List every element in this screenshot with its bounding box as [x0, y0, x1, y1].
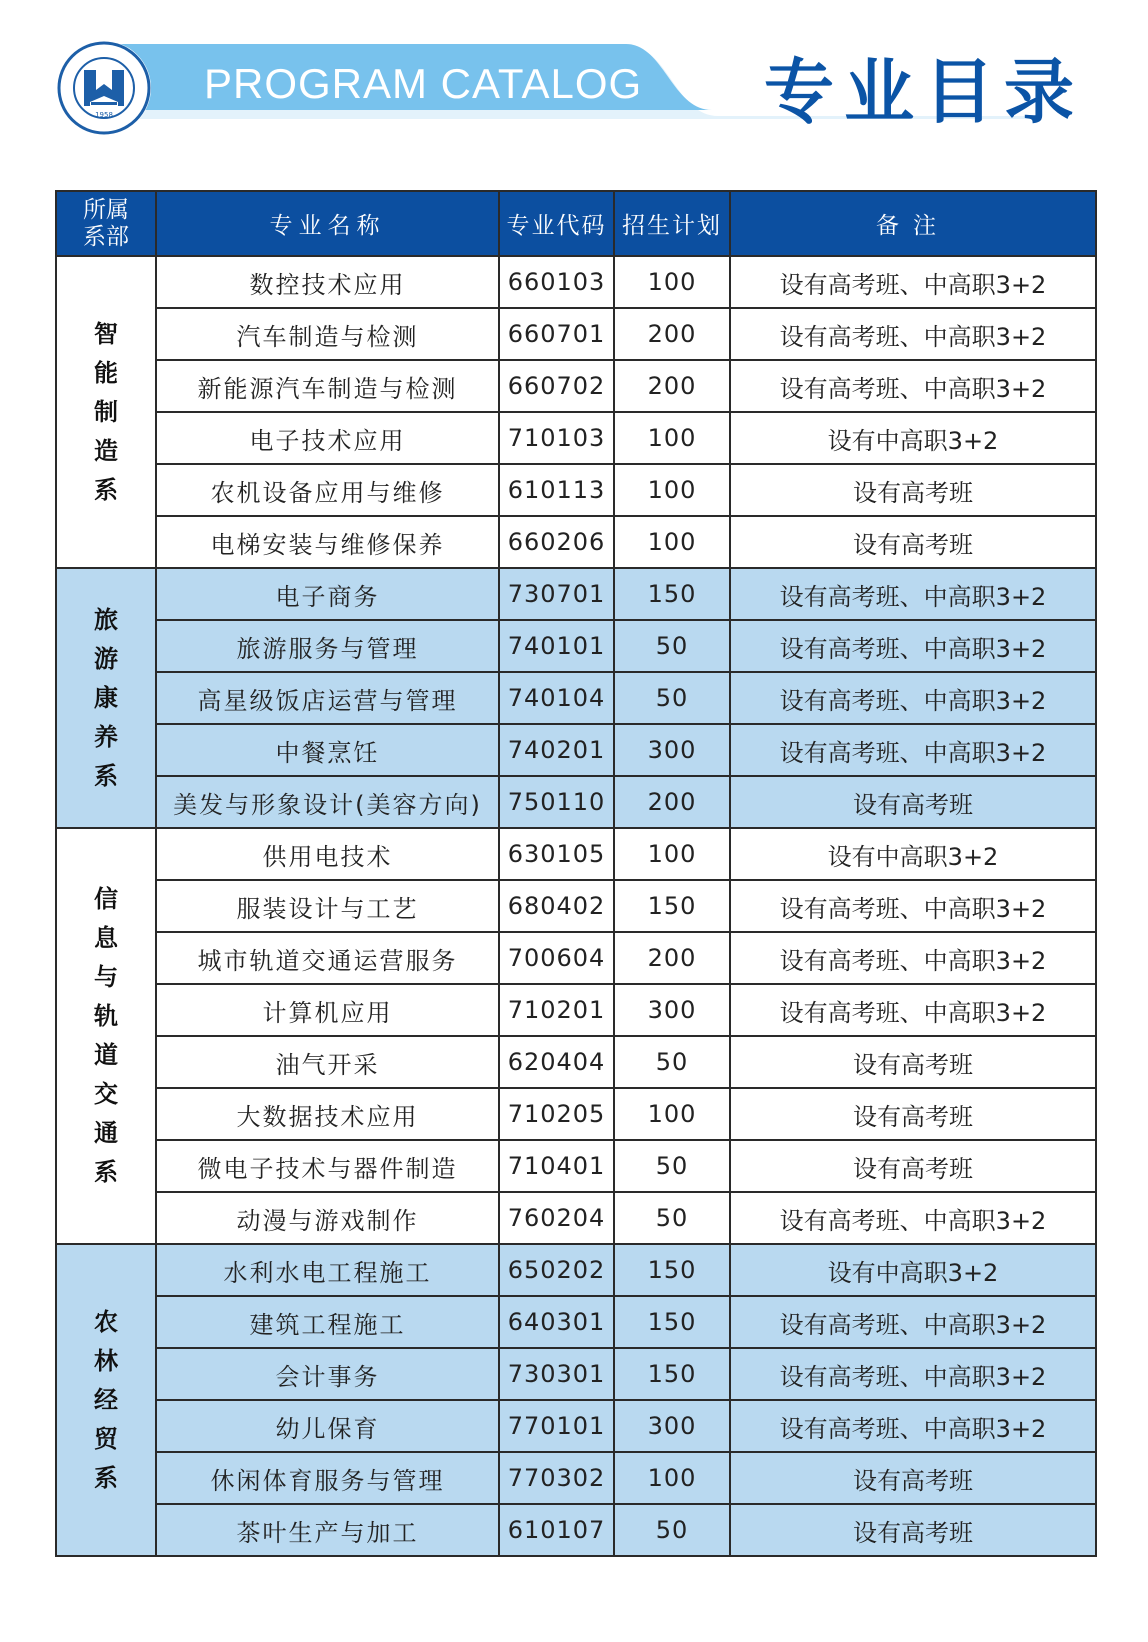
remark-cell: 设有中高职3+2 — [730, 412, 1096, 464]
table-row — [56, 1244, 1096, 1296]
remark-cell: 设有高考班、中高职3+2 — [730, 256, 1096, 308]
enrollment-plan-cell: 150 — [614, 880, 730, 932]
program-code-cell: 700604 — [499, 932, 614, 984]
table-row — [56, 828, 1096, 880]
program-code-cell: 640301 — [499, 1296, 614, 1348]
header-plan: 招生计划 — [614, 191, 730, 256]
table-row — [56, 1036, 1096, 1088]
program-name-cell: 幼儿保育 — [156, 1400, 499, 1452]
remark-cell: 设有高考班、中高职3+2 — [730, 1192, 1096, 1244]
enrollment-plan-cell: 150 — [614, 1348, 730, 1400]
remark-cell: 设有高考班、中高职3+2 — [730, 880, 1096, 932]
program-code-cell: 660701 — [499, 308, 614, 360]
remark-cell: 设有高考班、中高职3+2 — [730, 1296, 1096, 1348]
enrollment-plan-cell: 300 — [614, 1400, 730, 1452]
enrollment-plan-cell: 100 — [614, 256, 730, 308]
table-row — [56, 932, 1096, 984]
remark-cell: 设有高考班 — [730, 1088, 1096, 1140]
program-name-cell: 会计事务 — [156, 1348, 499, 1400]
remark-cell: 设有高考班、中高职3+2 — [730, 672, 1096, 724]
enrollment-plan-cell: 100 — [614, 412, 730, 464]
program-name-cell: 农机设备应用与维修 — [156, 464, 499, 516]
table-row — [56, 1504, 1096, 1556]
enrollment-plan-cell: 100 — [614, 1088, 730, 1140]
table-row — [56, 464, 1096, 516]
program-name-cell: 计算机应用 — [156, 984, 499, 1036]
program-code-cell: 650202 — [499, 1244, 614, 1296]
enrollment-plan-cell: 300 — [614, 724, 730, 776]
dept-cell — [56, 828, 156, 1244]
program-name-cell: 新能源汽车制造与检测 — [156, 360, 499, 412]
program-code-cell: 710201 — [499, 984, 614, 1036]
table-row — [56, 672, 1096, 724]
dept-cell — [56, 1244, 156, 1556]
program-name-cell: 高星级饭店运营与管理 — [156, 672, 499, 724]
dept-label: 农林经贸系 — [94, 1307, 118, 1492]
program-name-cell: 动漫与游戏制作 — [156, 1192, 499, 1244]
header-dept: 所属系部 — [56, 191, 156, 256]
table-row — [56, 984, 1096, 1036]
table-row — [56, 568, 1096, 620]
program-code-cell: 770101 — [499, 1400, 614, 1452]
table-row — [56, 1400, 1096, 1452]
program-name-cell: 供用电技术 — [156, 828, 499, 880]
header-note: 备注 — [730, 191, 1096, 256]
remark-cell: 设有中高职3+2 — [730, 1244, 1096, 1296]
remark-cell: 设有高考班 — [730, 1504, 1096, 1556]
table-row — [56, 1452, 1096, 1504]
enrollment-plan-cell: 50 — [614, 1140, 730, 1192]
page-header — [0, 0, 1148, 150]
page-title: 专业目录 — [764, 51, 1084, 133]
program-name-cell: 中餐烹饪 — [156, 724, 499, 776]
program-code-cell: 710205 — [499, 1088, 614, 1140]
enrollment-plan-cell: 150 — [614, 568, 730, 620]
table-row — [56, 516, 1096, 568]
program-table — [55, 190, 1097, 1557]
dept-cell — [56, 568, 156, 828]
program-code-cell: 770302 — [499, 1452, 614, 1504]
program-code-cell: 610113 — [499, 464, 614, 516]
table-row — [56, 724, 1096, 776]
table-header-row — [56, 191, 1096, 256]
remark-cell: 设有高考班、中高职3+2 — [730, 308, 1096, 360]
dept-cell — [56, 256, 156, 568]
table-row — [56, 308, 1096, 360]
program-name-cell: 城市轨道交通运营服务 — [156, 932, 499, 984]
program-name-cell: 休闲体育服务与管理 — [156, 1452, 499, 1504]
header-name: 专业名称 — [156, 191, 499, 256]
table-row — [56, 1192, 1096, 1244]
enrollment-plan-cell: 300 — [614, 984, 730, 1036]
banner-title: PROGRAM CATALOG — [204, 60, 643, 107]
remark-cell: 设有高考班、中高职3+2 — [730, 1400, 1096, 1452]
program-name-cell: 油气开采 — [156, 1036, 499, 1088]
header-code: 专业代码 — [499, 191, 614, 256]
table-row — [56, 1140, 1096, 1192]
enrollment-plan-cell: 50 — [614, 620, 730, 672]
program-code-cell: 660702 — [499, 360, 614, 412]
program-name-cell: 旅游服务与管理 — [156, 620, 499, 672]
remark-cell: 设有中高职3+2 — [730, 828, 1096, 880]
program-name-cell: 服装设计与工艺 — [156, 880, 499, 932]
program-code-cell: 740201 — [499, 724, 614, 776]
table-row — [56, 620, 1096, 672]
program-code-cell: 730701 — [499, 568, 614, 620]
enrollment-plan-cell: 100 — [614, 1452, 730, 1504]
remark-cell: 设有高考班 — [730, 776, 1096, 828]
enrollment-plan-cell: 50 — [614, 672, 730, 724]
program-name-cell: 电子商务 — [156, 568, 499, 620]
program-code-cell: 620404 — [499, 1036, 614, 1088]
program-code-cell: 660206 — [499, 516, 614, 568]
remark-cell: 设有高考班、中高职3+2 — [730, 620, 1096, 672]
remark-cell: 设有高考班 — [730, 516, 1096, 568]
remark-cell: 设有高考班 — [730, 464, 1096, 516]
program-code-cell: 680402 — [499, 880, 614, 932]
table-row — [56, 360, 1096, 412]
program-code-cell: 740101 — [499, 620, 614, 672]
school-emblem-icon — [56, 40, 152, 136]
program-name-cell: 数控技术应用 — [156, 256, 499, 308]
program-code-cell: 630105 — [499, 828, 614, 880]
program-name-cell: 水利水电工程施工 — [156, 1244, 499, 1296]
program-name-cell: 茶叶生产与加工 — [156, 1504, 499, 1556]
table-row — [56, 1088, 1096, 1140]
program-name-cell: 美发与形象设计(美容方向) — [156, 776, 499, 828]
program-code-cell: 730301 — [499, 1348, 614, 1400]
table-row — [56, 412, 1096, 464]
enrollment-plan-cell: 200 — [614, 776, 730, 828]
enrollment-plan-cell: 50 — [614, 1036, 730, 1088]
program-name-cell: 建筑工程施工 — [156, 1296, 499, 1348]
enrollment-plan-cell: 200 — [614, 932, 730, 984]
enrollment-plan-cell: 100 — [614, 516, 730, 568]
program-name-cell: 电子技术应用 — [156, 412, 499, 464]
enrollment-plan-cell: 100 — [614, 464, 730, 516]
program-code-cell: 750110 — [499, 776, 614, 828]
remark-cell: 设有高考班、中高职3+2 — [730, 360, 1096, 412]
remark-cell: 设有高考班、中高职3+2 — [730, 1348, 1096, 1400]
remark-cell: 设有高考班 — [730, 1140, 1096, 1192]
table-row — [56, 1348, 1096, 1400]
program-code-cell: 740104 — [499, 672, 614, 724]
remark-cell: 设有高考班、中高职3+2 — [730, 984, 1096, 1036]
program-name-cell: 汽车制造与检测 — [156, 308, 499, 360]
remark-cell: 设有高考班 — [730, 1452, 1096, 1504]
remark-cell: 设有高考班、中高职3+2 — [730, 932, 1096, 984]
program-code-cell: 660103 — [499, 256, 614, 308]
table-row — [56, 776, 1096, 828]
enrollment-plan-cell: 150 — [614, 1296, 730, 1348]
dept-label: 旅游康养系 — [94, 605, 118, 790]
table-row — [56, 256, 1096, 308]
remark-cell: 设有高考班、中高职3+2 — [730, 724, 1096, 776]
program-code-cell: 610107 — [499, 1504, 614, 1556]
remark-cell: 设有高考班 — [730, 1036, 1096, 1088]
program-name-cell: 微电子技术与器件制造 — [156, 1140, 499, 1192]
enrollment-plan-cell: 200 — [614, 360, 730, 412]
program-code-cell: 710401 — [499, 1140, 614, 1192]
enrollment-plan-cell: 100 — [614, 828, 730, 880]
dept-label: 信息与轨道交通系 — [94, 885, 118, 1186]
dept-label: 智能制造系 — [94, 319, 118, 504]
program-name-cell: 大数据技术应用 — [156, 1088, 499, 1140]
remark-cell: 设有高考班、中高职3+2 — [730, 568, 1096, 620]
program-code-cell: 710103 — [499, 412, 614, 464]
program-code-cell: 760204 — [499, 1192, 614, 1244]
table-row — [56, 1296, 1096, 1348]
program-name-cell: 电梯安装与维修保养 — [156, 516, 499, 568]
enrollment-plan-cell: 50 — [614, 1192, 730, 1244]
enrollment-plan-cell: 150 — [614, 1244, 730, 1296]
logo-year: 1958 — [95, 111, 113, 119]
table-row — [56, 880, 1096, 932]
enrollment-plan-cell: 50 — [614, 1504, 730, 1556]
enrollment-plan-cell: 200 — [614, 308, 730, 360]
